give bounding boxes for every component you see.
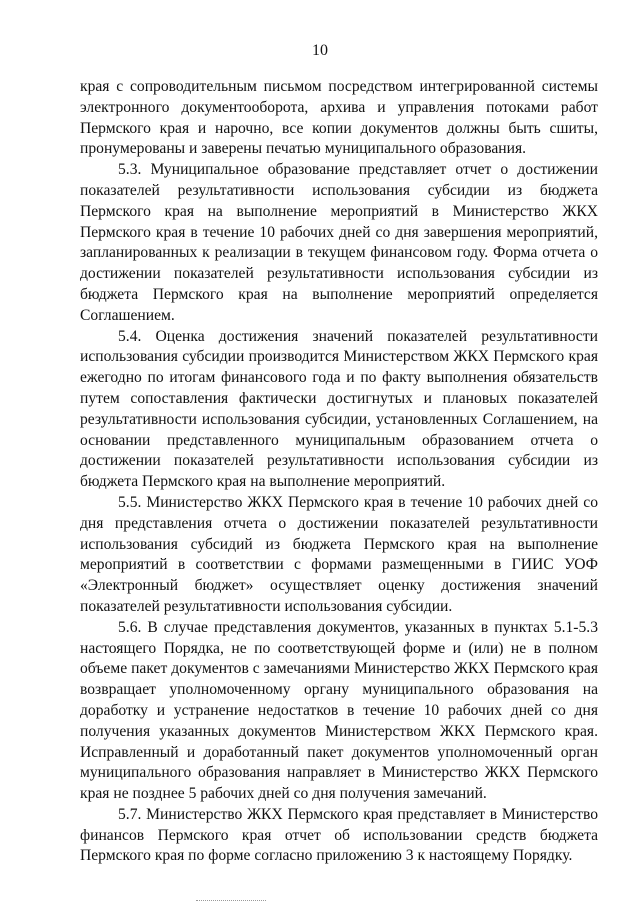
paragraph-5-4: 5.4. Оценка достижения значений показателей результативности использования субсидии производится Министерством ЖКХ Пермского края ежегодно по итогам финансового года и по факту выполнения обязательств путем сопоставления фактически достигнутых и плановых показателей результативности использования субсидии, установленных Соглашением, на основании представленного муниципальным образованием отчета о достижении показателей результативности использования субсидии из бюджета Пермского края на выполнение мероприятий.: [80, 327, 598, 491]
paragraph-5-3: 5.3. Муниципальное образование представляет отчет о достижении показателей результативности использования субсидии из бюджета Пермского края на выполнение мероприятий в Министерство ЖКХ Пермского края в течение 10 рабочих дней со дня завершения мероприятий, запланированных к реализации в текущем финансовом году. Форма отчета о достижении показателей результативности использования субсидии из бюджета Пермского края на выполнение мероприятий определяется Соглашением.: [80, 161, 598, 324]
page-number: 10: [312, 42, 328, 59]
scan-artifact-line: [196, 900, 266, 901]
document-body: [80, 77, 598, 867]
paragraph-continuation: края с сопроводительным письмом посредством интегрированной системы электронного документооборота, архива и управления потоками работ Пермского края и нарочно, все копии документов должны быть сшиты, пронумерованы и заверены печатью муниципального образования.: [80, 78, 598, 158]
paragraph-5-6: 5.6. В случае представления документов, указанных в пунктах 5.1-5.3 настоящего Порядка, не по соответствующей форме и (или) не в полном объеме пакет документов с замечаниями Министерство ЖКХ Пермского края возвращает уполномоченному органу муниципального образования на доработку и устранение недостатков в течение 10 рабочих дней со дня получения указанных документов Министерством ЖКХ Пермского края. Исправленный и доработанный пакет документов уполномоченный орган муниципального образования направляет в Министерство ЖКХ Пермского края не позднее 5 рабочих дней со дня получения замечаний.: [80, 618, 598, 803]
paragraph-5-5: 5.5. Министерство ЖКХ Пермского края в течение 10 рабочих дней со дня представления отчета о достижении показателей результативности использования субсидий из бюджета Пермского края на выполнение мероприятий в соответствии с формами размещенными в ГИИС УОФ «Электронный бюджет» осуществляет оценку достижения значений показателей результативности использования субсидии.: [80, 493, 598, 615]
paragraph-5-7: 5.7. Министерство ЖКХ Пермского края представляет в Министерство финансов Пермского края отчет об использовании средств бюджета Пермского края по форме согласно приложению 3 к настоящему Порядку.: [80, 805, 598, 865]
